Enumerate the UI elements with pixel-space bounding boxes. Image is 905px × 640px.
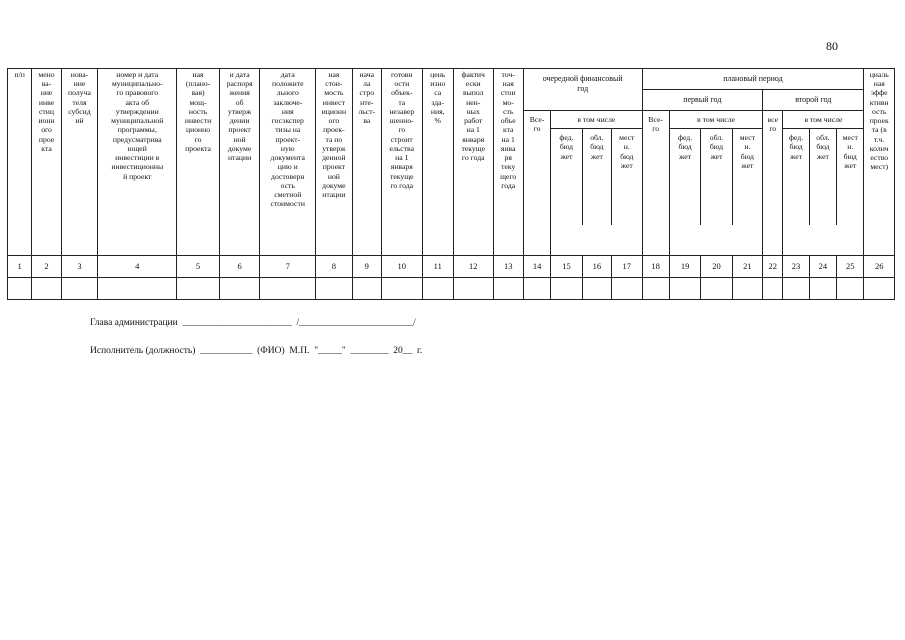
column-number-cell: 5 <box>177 256 220 278</box>
col-header-approval-order: и дата распоря жения об утверж дении проект ной докуме нтации <box>219 69 260 256</box>
column-number-cell: 11 <box>422 256 453 278</box>
first-year-fed-header: фед. бюд жет <box>670 129 701 225</box>
group-current-year: очередной финансовый год <box>523 69 642 111</box>
second-year-fed-header: фед. бюд жет <box>783 129 809 225</box>
column-numbers-row <box>8 256 895 278</box>
column-number-cell: 10 <box>382 256 423 278</box>
column-number-cell: 8 <box>316 256 352 278</box>
empty-cell[interactable] <box>864 278 895 300</box>
current-year-breakdown <box>551 110 642 255</box>
column-number-cell: 3 <box>61 256 97 278</box>
empty-cell[interactable] <box>382 278 423 300</box>
empty-cell[interactable] <box>642 278 669 300</box>
empty-cell[interactable] <box>783 278 809 300</box>
column-number-cell: 1 <box>8 256 32 278</box>
empty-cell[interactable] <box>219 278 260 300</box>
empty-cell[interactable] <box>582 278 611 300</box>
current-year-mest-header: мест н. бюд жет <box>619 133 635 170</box>
col-header-project-name: мено ва- ние инве стиц ионн ого прое кта <box>32 69 61 256</box>
column-number-cell: 17 <box>612 256 642 278</box>
empty-cell[interactable] <box>669 278 700 300</box>
empty-cell[interactable] <box>763 278 783 300</box>
col-header-works-done: фактич ески выпол нен- ных работ на 1 января текуще го года <box>453 69 493 256</box>
current-year-including: в том числе <box>551 111 641 129</box>
col-header-expertise: дата положите льного заключе- ния госэкспер тизы на проект- ную документа цию и достоверн ость сметной стоимости <box>260 69 316 256</box>
empty-cell[interactable] <box>352 278 381 300</box>
col-header-capacity: ная (плано- вая) мощ- ность инвести ционно го проекта <box>177 69 220 256</box>
executor-signature: Исполнитель (должность) ___________ (ФИО) М.П. "_____" ________ 20__ г. <box>90 346 423 356</box>
first-year-total-header: Все- го <box>642 110 669 255</box>
column-number-cell: 24 <box>809 256 836 278</box>
investment-projects-table <box>7 68 895 300</box>
empty-cell[interactable] <box>316 278 352 300</box>
empty-cell[interactable] <box>32 278 61 300</box>
column-number-cell: 25 <box>837 256 864 278</box>
empty-cell[interactable] <box>453 278 493 300</box>
empty-cell[interactable] <box>612 278 642 300</box>
column-number-cell: 20 <box>701 256 732 278</box>
column-number-cell: 7 <box>260 256 316 278</box>
first-year-including: в том числе <box>670 111 762 129</box>
empty-cell[interactable] <box>701 278 732 300</box>
col-header-legal-act: номер и дата муниципально- го правового акта об утверждении муниципальной программы, предусматрива ющей инвестиции в инвестиционны й проект <box>98 69 177 256</box>
empty-cell[interactable] <box>422 278 453 300</box>
col-header-construction-start: нача ла стро нте- льст- ва <box>352 69 381 256</box>
column-number-cell: 15 <box>551 256 582 278</box>
empty-cell[interactable] <box>493 278 523 300</box>
column-number-cell: 23 <box>783 256 809 278</box>
column-number-cell: 22 <box>763 256 783 278</box>
column-number-cell: 18 <box>642 256 669 278</box>
col-header-estimated-cost: ная стои- мость инвест иционн ого проек- та по утверж денной проект ной докуме нтации <box>316 69 352 256</box>
column-number-cell: 6 <box>219 256 260 278</box>
column-number-cell: 13 <box>493 256 523 278</box>
first-year-mest-header: мест н. бюд жет <box>739 133 755 170</box>
empty-cell[interactable] <box>551 278 582 300</box>
column-number-cell: 19 <box>669 256 700 278</box>
empty-cell[interactable] <box>8 278 32 300</box>
column-number-cell: 26 <box>864 256 895 278</box>
second-year-breakdown <box>783 110 864 255</box>
column-number-cell: 4 <box>98 256 177 278</box>
current-year-fed-header: фед. бюд жет <box>551 129 582 225</box>
column-number-cell: 2 <box>32 256 61 278</box>
empty-cell[interactable] <box>523 278 550 300</box>
first-year-obl-header: обл. бюд жет <box>701 129 732 225</box>
col-header-subsidy-recipient: нова- ние получа теля субсид ий <box>61 69 97 256</box>
empty-cell[interactable] <box>260 278 316 300</box>
group-planning-period: плановый период <box>642 69 864 90</box>
column-number-cell: 9 <box>352 256 381 278</box>
empty-cell[interactable] <box>809 278 836 300</box>
group-first-year: первый год <box>642 89 763 110</box>
empty-data-row <box>8 278 895 300</box>
empty-cell[interactable] <box>98 278 177 300</box>
head-of-administration-signature: Глава администрации _______________________ /________________________/ <box>90 318 416 328</box>
empty-cell[interactable] <box>732 278 762 300</box>
first-year-breakdown <box>669 110 762 255</box>
col-header-readiness: готовн ости объек- та незавер шенно- го строит ельства на 1 января текуще го года <box>382 69 423 256</box>
current-year-obl-header: обл. бюд жет <box>583 129 612 225</box>
page-number: 80 <box>826 39 838 53</box>
second-year-total-header: все го <box>763 110 783 255</box>
group-second-year: второй год <box>763 89 864 110</box>
current-year-total-header: Все- го <box>523 110 550 255</box>
empty-cell[interactable] <box>177 278 220 300</box>
column-number-cell: 14 <box>523 256 550 278</box>
column-number-cell: 16 <box>582 256 611 278</box>
col-header-wear: цень изно са зда- ния, % <box>422 69 453 256</box>
empty-cell[interactable] <box>61 278 97 300</box>
second-year-including: в том числе <box>783 111 863 129</box>
empty-cell[interactable] <box>837 278 864 300</box>
second-year-mest-header: мест н. бюд жет <box>842 133 858 170</box>
column-number-cell: 12 <box>453 256 493 278</box>
col-header-number: п/п <box>8 69 32 256</box>
col-header-social-efficiency: циаль ная эффе ктивн ость проек та (в т.ч. колич ество мест) <box>864 69 895 256</box>
second-year-obl-header: обл. бюд жет <box>810 129 837 225</box>
col-header-remaining-cost: точ- ная стои мо- сть объе кта на 1 янва ря теку щего года <box>493 69 523 256</box>
column-number-cell: 21 <box>732 256 762 278</box>
